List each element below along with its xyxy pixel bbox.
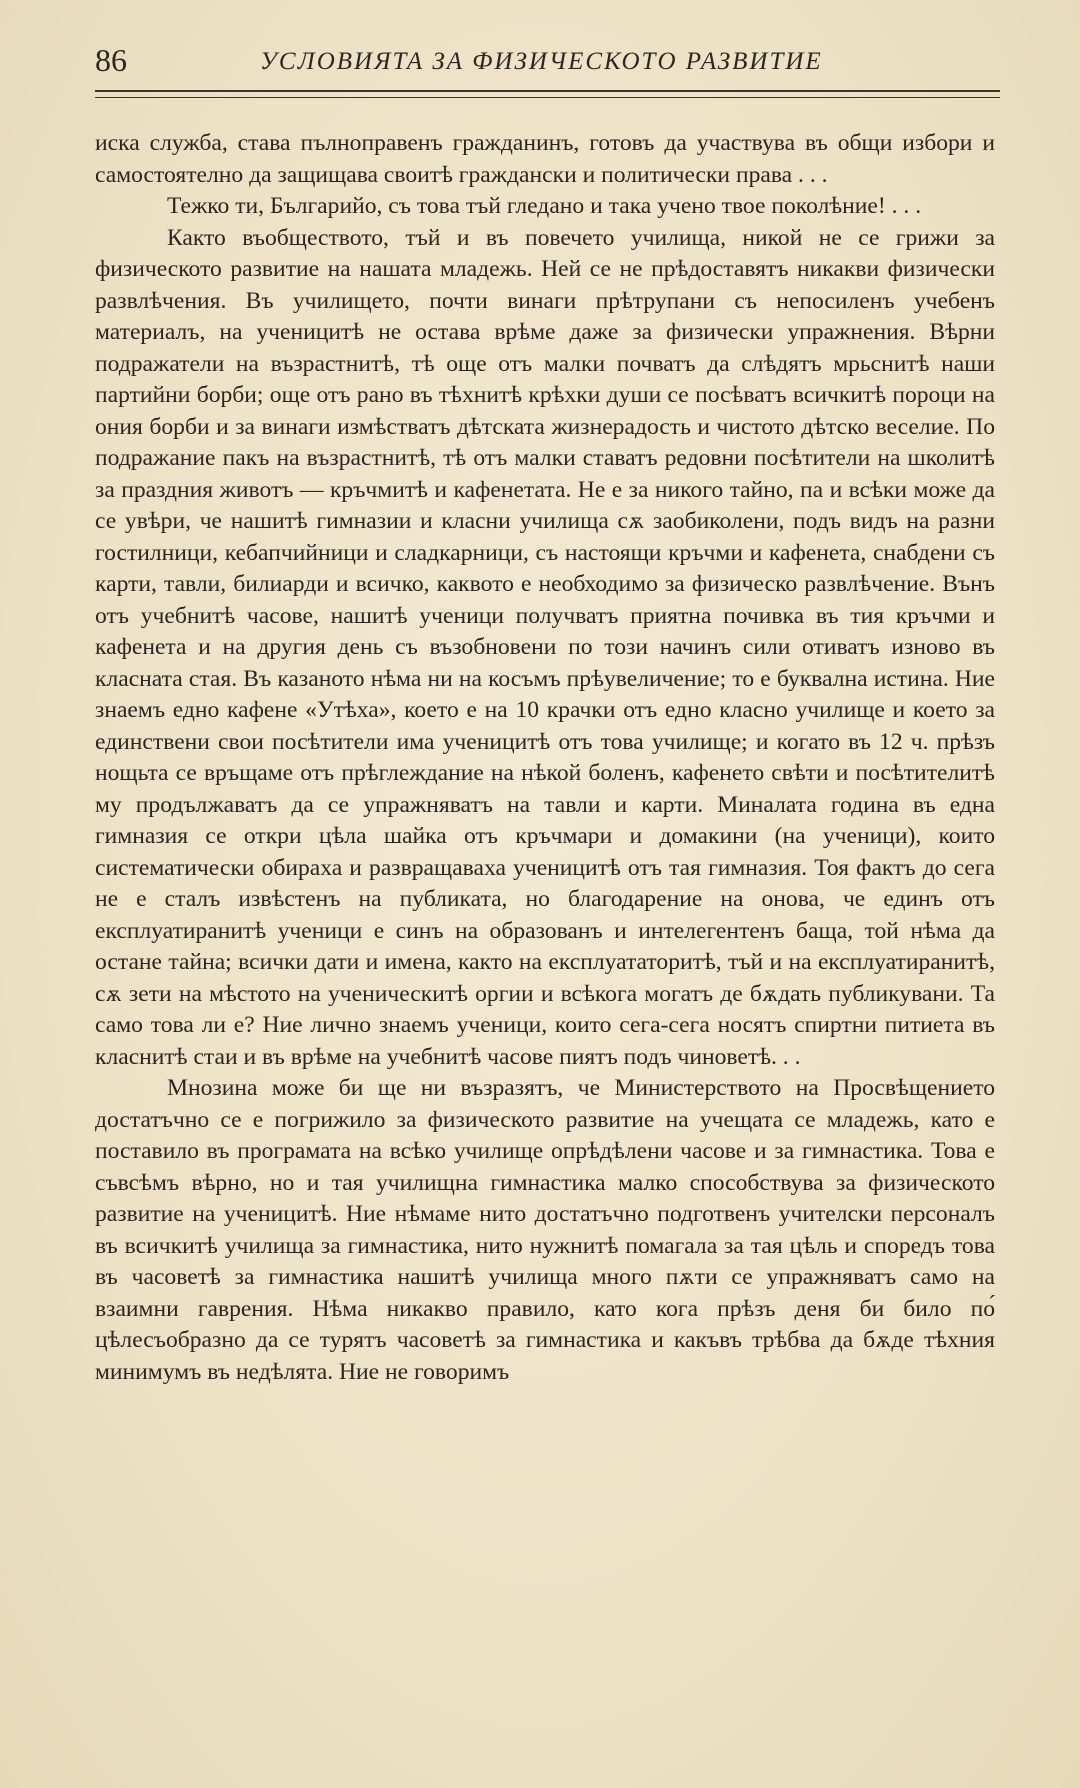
paragraph-continued: иска служба, става пълноправенъ гражданинъ, готовъ да участвува въ общи избори и самостоятелно да защищава своитѣ граждански и политически права . . . (95, 130, 995, 188)
page-number: 86 (95, 42, 127, 78)
header-rule-thin (95, 97, 1000, 98)
paragraph: Тежко ти, Българийо, съ това тъй гледано и така учено твое поколѣние! . . . (167, 193, 922, 219)
paragraph: Както въобществото, тъй и въ повечето училища, никой не се грижи за физическото развитие на нашата младежь. Ней се не прѣдоставятъ никакви физически развлѣчения. Въ училището, почти винаги прѣтрупани съ непосиленъ учебенъ материалъ, на ученицитѣ не остава врѣме даже за физически упражнения. Вѣрни подражатели на възрастнитѣ, тѣ още отъ малки почватъ да слѣдятъ мрьснитѣ наши партийни борби; още отъ рано въ тѣхнитѣ крѣхки души се посѣватъ всичкитѣ пороци на ония борби и за винаги измѣстватъ дѣтската жизнерадость и чистото дѣтско веселие. По подражание пакъ на възрастнитѣ, тѣ отъ малки ставатъ редовни посѣтители на школитѣ за праздния животъ — кръчмитѣ и кафенетата. Не е за никого тайно, па и всѣки може да се увѣри, че нашитѣ гимназии и класни училища сѫ заобиколени, подъ видъ на разни гостилници, кебапчийници и сладкарници, съ настоящи кръчми и кафенета, снабдени съ карти, тавли, билиарди и всичко, каквото е необходимо за физическо развлѣчение. Вънъ отъ учебнитѣ часове, нашитѣ ученици получватъ приятна почивка въ тия кръчми и кафенета и на другия день съ възобновени по този начинъ сили отиватъ изново въ класната стая. Въ казаното нѣма ни на косъмъ прѣувеличение; то е буквална истина. Ние знаемъ едно кафене «Утѣха», което е на 10 крачки отъ едно класно училище и което за единствени свои посѣтители има ученицитѣ отъ това училище; и когато въ 12 ч. прѣзъ нощьта се връщаме отъ прѣглеждание на нѣкой боленъ, кафенето свѣти и посѣтителитѣ му продължаватъ да се упражняватъ на тавли и карти. Миналата година въ една гимназия се откри цѣла шайка отъ кръчмари и домакини (на ученици), които систематически обираха и развращаваха ученицитѣ отъ тая гимназия. Тоя фактъ до сега не е сталъ извѣстенъ на публиката, но благодарение на онова, че единъ отъ експлуатиранитѣ ученици е синъ на образованъ и интелегентенъ баща, той нѣма да остане тайна; всички дати и имена, както на експлуататоритѣ, тъй и на експлуатиранитѣ, сѫ зети на мѣстото на ученическитѣ оргии и всѣкога могатъ де бѫдать публикувани. Та само това ли е? Ние лично знаемъ ученици, които сега-сега носятъ спиртни питиета въ класнитѣ стаи и въ врѣме на учебнитѣ часове пиятъ подъ чиноветѣ. . . (95, 224, 995, 1070)
page-header (95, 40, 1000, 88)
running-title: УСЛОВИЯТА ЗА ФИЗИЧЕСКОТО РАЗВИТИЕ (260, 48, 823, 75)
paragraph: Мнозина може би ще ни възразятъ, че Министерството на Просвѣщението достатъчно се е погрижило за физическото развитие на учещата се младежь, като е поставило въ програмата на всѣко училище опрѣдѣлени часове и за гимнастика. Това е съвсѣмъ вѣрно, но и тая училищна гимнастика малко способствува за физическото развитие на ученицитѣ. Ние нѣмаме нито достатъчно подготвенъ учителски персоналъ въ всичкитѣ училища за гимнастика, нито нужнитѣ помагала за тая цѣль и споредъ това въ часоветѣ за гимнастика нашитѣ училища много пѫти се упражняватъ само на взаимни гаврения. Нѣма никакво правило, като кога прѣзъ деня би било по́ цѣлесъобразно да се турятъ часоветѣ за гимнастика и какъвъ трѣбва да бѫде тѣхния минимумъ въ недѣлята. Ние не говоримъ (95, 1075, 995, 1385)
body-text (95, 128, 995, 1388)
header-rule-thick (95, 90, 1000, 92)
